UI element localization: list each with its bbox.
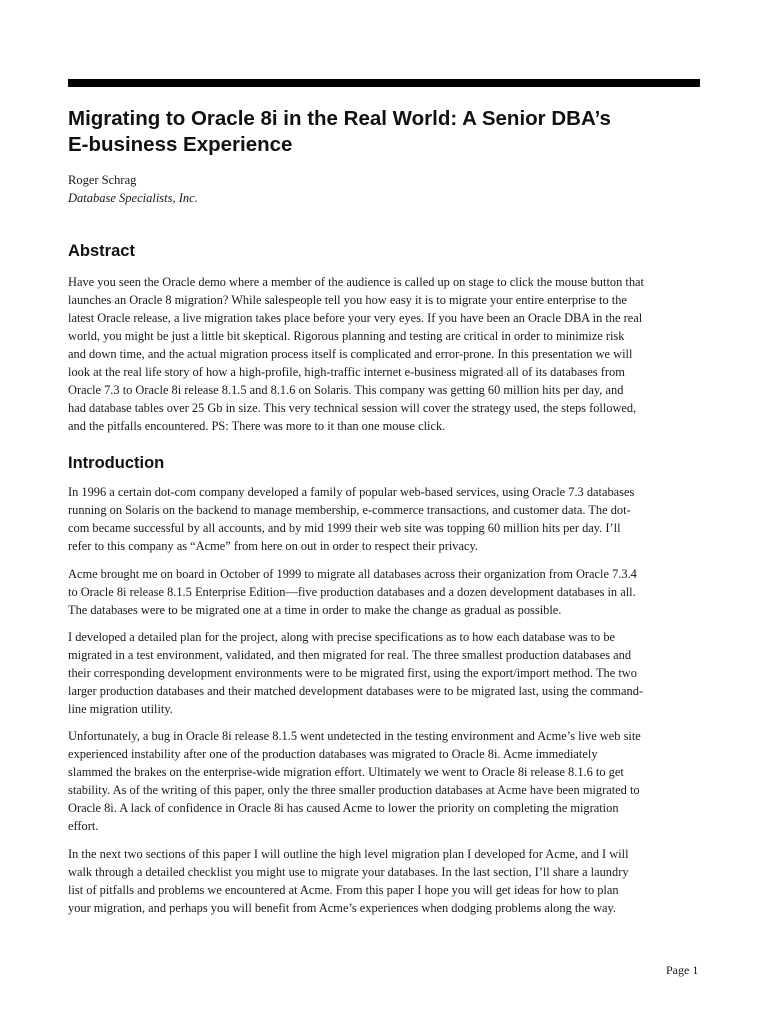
text-line: com became successful by all accounts, and by mid 1999 their web site was topping 60 million hits per day. I’ll xyxy=(68,521,621,535)
text-line: slammed the brakes on the enterprise-wide migration effort. Ultimately we went to Oracle 8i release 8.1.6 to get xyxy=(68,765,624,779)
text-line: refer to this company as “Acme” from here on out in order to respect their privacy. xyxy=(68,539,478,553)
text-line: migrated in a test environment, validated, and then migrated for real. The three smallest production databases and xyxy=(68,648,632,662)
top-rule xyxy=(68,79,700,87)
text-line: The databases were to be migrated one at a time in order to make the change as gradual as possible. xyxy=(68,603,562,617)
text-line: experienced instability after one of the production databases was migrated to Oracle 8i. Acme immediately xyxy=(68,747,598,761)
text-line: Oracle 8i. A lack of confidence in Oracle 8i has caused Acme to lower the priority on completing the migration xyxy=(68,801,619,815)
text-line: effort. xyxy=(68,819,99,833)
text-line: their corresponding development environments were to be migrated first, using the export/import method. The two xyxy=(68,666,637,680)
text-line: larger production databases and their matched development databases were to be migrated last, using the command- xyxy=(68,684,644,698)
author-name: Roger Schrag xyxy=(68,173,137,187)
text-line: Have you seen the Oracle demo where a member of the audience is called up on stage to click the mouse button that xyxy=(68,275,644,289)
text-line: Acme brought me on board in October of 1999 to migrate all databases across their organization from Oracle 7.3.4 xyxy=(68,567,637,581)
text-line: Oracle 7.3 to Oracle 8i release 8.1.5 and 8.1.6 on Solaris. This company was getting 60 million hits per day, and xyxy=(68,383,624,397)
intro-paragraph xyxy=(68,565,708,619)
text-line: world, you might be just a little bit skeptical. Rigorous planning and testing are critical in order to minimize risk xyxy=(68,329,625,343)
section-heading-introduction: Introduction xyxy=(68,454,165,472)
author-affiliation: Database Specialists, Inc. xyxy=(68,191,198,205)
intro-paragraph xyxy=(68,727,708,835)
text-line: In 1996 a certain dot-com company developed a family of popular web-based services, using Oracle 7.3 databases xyxy=(68,485,635,499)
page-number: Page 1 xyxy=(666,963,699,977)
text-line: walk through a detailed checklist you might use to migrate your databases. In the last section, I’ll share a laundry xyxy=(68,865,629,879)
text-line: list of pitfalls and problems we encountered at Acme. From this paper I hope you will get ideas for how to plan xyxy=(68,883,619,897)
text-line: to Oracle 8i release 8.1.5 Enterprise Edition—five production databases and a dozen development databases in all. xyxy=(68,585,636,599)
text-line: running on Solaris on the backend to manage membership, e-commerce transactions, and customer data. The dot- xyxy=(68,503,631,517)
text-line: and down time, and the actual migration process itself is complicated and error-prone. In this presentation we will xyxy=(68,347,633,361)
text-line: look at the real life story of how a high-profile, high-traffic internet e-business migrated all of its databases from xyxy=(68,365,625,379)
text-line: In the next two sections of this paper I will outline the high level migration plan I developed for Acme, and I will xyxy=(68,847,629,861)
text-line: Unfortunately, a bug in Oracle 8i release 8.1.5 went undetected in the testing environment and Acme’s live web site xyxy=(68,729,641,743)
section-heading-abstract: Abstract xyxy=(68,242,135,260)
intro-paragraph xyxy=(68,845,708,917)
text-line: your migration, and perhaps you will benefit from Acme’s experiences when dodging problems along the way. xyxy=(68,901,617,915)
text-line: and the pitfalls encountered. PS: There was more to it than one mouse click. xyxy=(68,419,446,433)
text-line: I developed a detailed plan for the project, along with precise specifications as to how each database was to be xyxy=(68,630,616,644)
document-title xyxy=(68,106,708,158)
intro-paragraph xyxy=(68,483,708,555)
text-line: latest Oracle release, a live migration takes place before your very eyes. If you have been an Oracle DBA in the real xyxy=(68,311,643,325)
abstract-paragraph xyxy=(68,273,708,435)
text-line: had database tables over 25 Gb in size. This very technical session will cover the strategy used, the steps followed, xyxy=(68,401,637,415)
title-line: Migrating to Oracle 8i in the Real World: A Senior DBA’s xyxy=(68,107,611,130)
text-line: launches an Oracle 8 migration? While salespeople tell you how easy it is to migrate your entire enterprise to the xyxy=(68,293,627,307)
intro-paragraph xyxy=(68,628,708,718)
text-line: stability. As of the writing of this paper, only the three smaller production databases at Acme have been migrated to xyxy=(68,783,640,797)
title-line: E-business Experience xyxy=(68,133,293,156)
text-line: line migration utility. xyxy=(68,702,173,716)
